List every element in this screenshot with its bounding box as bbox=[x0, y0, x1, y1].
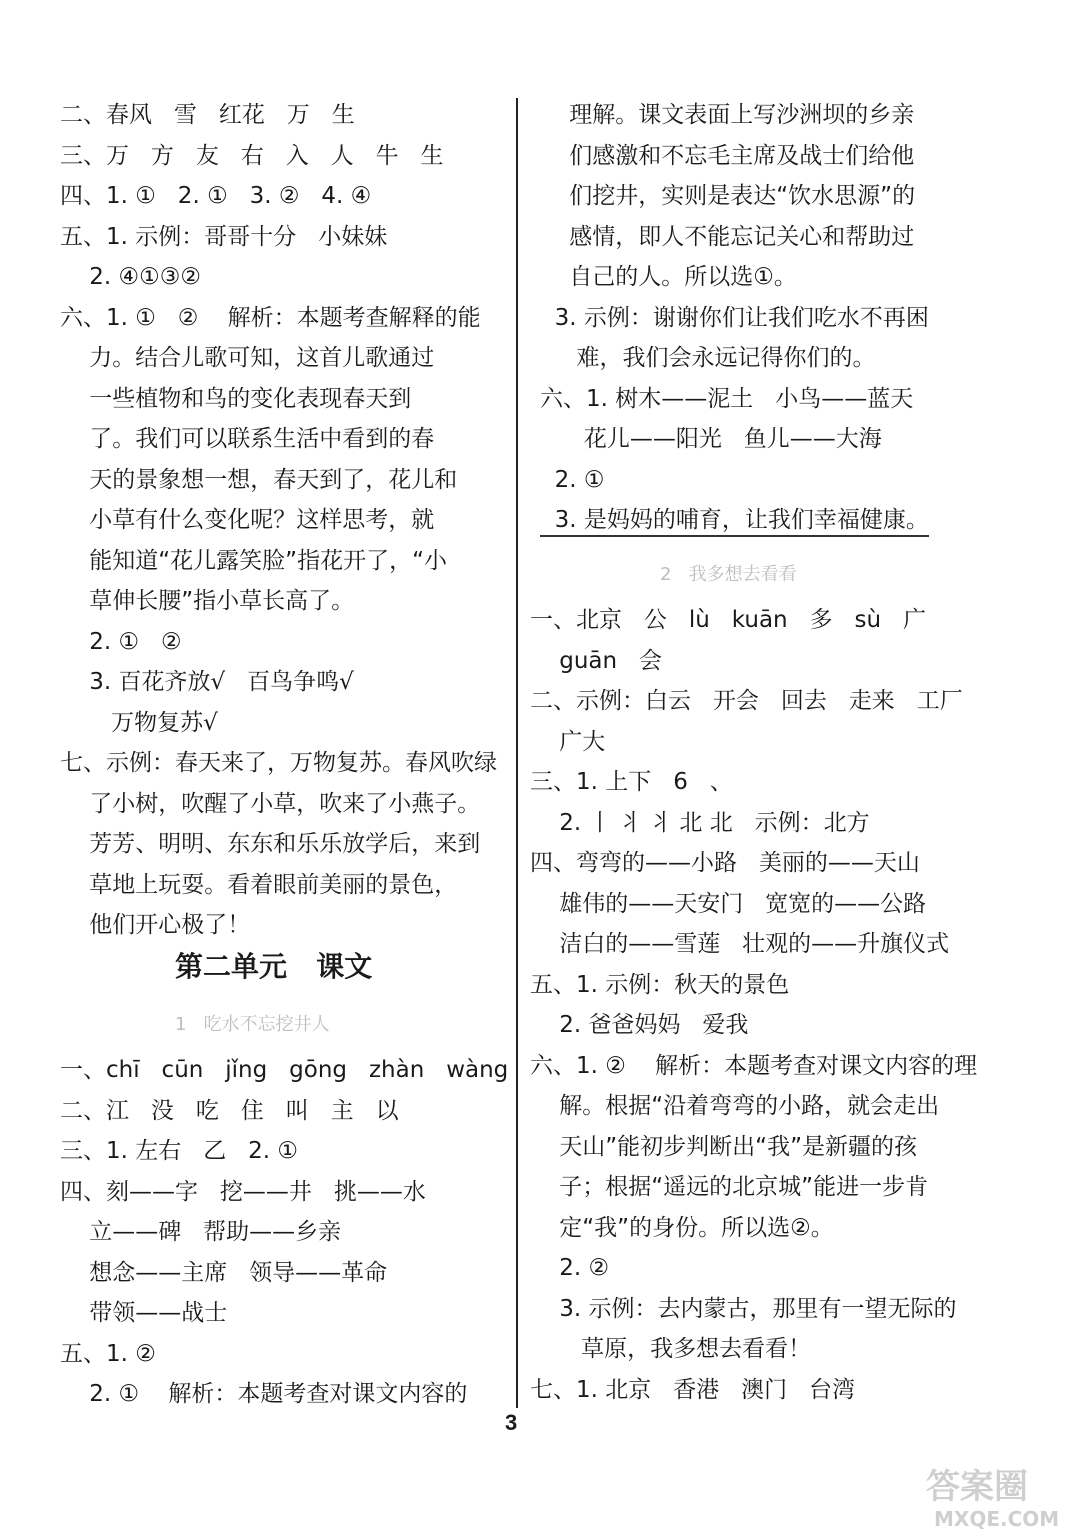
answer-line: 五、1. 示例：哥哥十分 小妹妹 bbox=[60, 223, 388, 250]
answer-line: 自己的人。所以选①。 bbox=[540, 264, 797, 290]
answer-line: 了小树，吹醒了小草，吹来了小燕子。 bbox=[60, 790, 481, 817]
answer-line: 三、1. 上下 6 、 bbox=[530, 769, 733, 795]
answer-line: 感情，即人不能忘记关心和帮助过 bbox=[540, 223, 915, 250]
answer-line: 2. ② bbox=[530, 1255, 610, 1281]
answer-line: 3. 是妈妈的哺育，让我们幸福健康。 bbox=[540, 505, 929, 537]
answer-line: 们感激和不忘毛主席及战士们给他 bbox=[540, 142, 915, 169]
answer-line: 带领——战士 bbox=[60, 1300, 228, 1326]
answer-line: 花儿——阳光 鱼儿——大海 bbox=[540, 426, 882, 452]
answer-line: 了。我们可以联系生活中看到的春 bbox=[60, 426, 435, 452]
watermark-logo bbox=[920, 1462, 1060, 1530]
lesson-title: 2 我多想去看看 bbox=[660, 564, 797, 585]
answer-line: 四、1. ① 2. ① 3. ② 4. ④ bbox=[60, 183, 372, 209]
answer-line: 芳芳、明明、东东和乐乐放学后，来到 bbox=[60, 831, 481, 857]
answer-line: 子；根据“遥远的北京城”能进一步肯 bbox=[530, 1174, 929, 1200]
answer-line: 七、示例：春天来了，万物复苏。春风吹绿 bbox=[60, 750, 497, 776]
answer-line: 理解。课文表面上写沙洲坝的乡亲 bbox=[540, 102, 915, 128]
answer-line: 一、chī cūn jǐng gōng zhàn wàng bbox=[60, 1057, 509, 1083]
answer-line: 三、1. 左右 乙 2. ① bbox=[60, 1138, 298, 1164]
answer-line: 二、春风 雪 红花 万 生 bbox=[60, 102, 355, 128]
answer-line: 2. ① 解析：本题考查对课文内容的 bbox=[60, 1381, 468, 1407]
answer-line: 2. 丨 丬 丬 北 北 示例：北方 bbox=[530, 809, 870, 836]
answer-line: 立——碑 帮助——乡亲 bbox=[60, 1219, 342, 1245]
answer-line: 2. ① ② bbox=[60, 628, 182, 655]
answer-line: 定“我”的身份。所以选②。 bbox=[530, 1214, 834, 1241]
unit-heading: 第二单元 课文 bbox=[175, 950, 373, 983]
answer-line: 2. ① bbox=[540, 466, 605, 493]
answer-line: 解。根据“沿着弯弯的小路，就会走出 bbox=[530, 1093, 940, 1119]
answer-line: 五、1. ② bbox=[60, 1340, 156, 1367]
answer-line: 们挖井，实则是表达“饮水思源”的 bbox=[540, 183, 916, 209]
answer-line: 七、1. 北京 香港 澳门 台湾 bbox=[530, 1376, 856, 1403]
answer-line: 他们开心极了！ bbox=[60, 912, 251, 938]
answer-line: 六、1. 树木——泥土 小鸟——蓝天 bbox=[540, 385, 914, 412]
lesson-title: 1 吃水不忘挖井人 bbox=[175, 1014, 330, 1035]
answer-line: 四、弯弯的——小路 美丽的——天山 bbox=[530, 850, 920, 876]
page-number: 3 bbox=[505, 1410, 518, 1435]
answer-line: 3. 百花齐放√ 百鸟争鸣√ bbox=[60, 669, 354, 695]
answer-line: 草伸长腰”指小草长高了。 bbox=[60, 588, 355, 614]
answer-line: 五、1. 示例：秋天的景色 bbox=[530, 971, 790, 998]
answer-line: 雄伟的——天安门 宽宽的——公路 bbox=[530, 890, 927, 917]
answer-line: 广大 bbox=[530, 728, 606, 755]
answer-line: 一些植物和鸟的变化表现春天到 bbox=[60, 385, 412, 412]
answer-line: 二、江 没 吃 住 叫 主 以 bbox=[60, 1097, 399, 1124]
answer-line: 万物复苏√ bbox=[60, 709, 218, 736]
answer-line: 洁白的——雪莲 壮观的——升旗仪式 bbox=[530, 931, 950, 957]
answer-line: 2. 爸爸妈妈 爱我 bbox=[530, 1012, 749, 1038]
answer-line: 天山”能初步判断出“我”是新疆的孩 bbox=[530, 1133, 917, 1160]
watermark-url: MXQE.COM bbox=[934, 1507, 1060, 1530]
answer-line: 力。结合儿歌可知，这首儿歌通过 bbox=[60, 345, 435, 371]
answer-line: 天的景象想一想，春天到了，花儿和 bbox=[60, 466, 458, 493]
answer-line: 六、1. ② 解析：本题考查对课文内容的理 bbox=[530, 1052, 978, 1079]
answer-line: 三、万 方 友 右 入 人 牛 生 bbox=[60, 142, 444, 169]
answer-line: 草地上玩耍。看着眼前美丽的景色， bbox=[60, 871, 458, 898]
answer-line: 四、刻——字 挖——井 挑——水 bbox=[60, 1178, 426, 1205]
answer-line: 想念——主席 领导——革命 bbox=[60, 1259, 388, 1286]
answer-line: 六、1. ① ② 解析：本题考查解释的能 bbox=[60, 304, 481, 331]
answer-line: 2. ④①③② bbox=[60, 264, 201, 290]
answer-line: 二、示例：白云 开会 回去 走来 工厂 bbox=[530, 688, 963, 714]
answer-line: 草原，我多想去看看！ bbox=[530, 1336, 812, 1362]
answer-line: 难，我们会永远记得你们的。 bbox=[540, 345, 876, 371]
answer-line: 3. 示例：谢谢你们让我们吃水不再困 bbox=[540, 304, 929, 331]
column-divider bbox=[516, 98, 518, 1408]
answer-line: 能知道“花儿露笑脸”指花开了，“小 bbox=[60, 547, 447, 574]
watermark-text: 答案圈 bbox=[926, 1467, 1028, 1507]
answer-line: guān 会 bbox=[530, 647, 663, 674]
answer-line: 一、北京 公 lù kuān 多 sù 广 bbox=[530, 607, 926, 633]
answer-line: 3. 示例：去内蒙古，那里有一望无际的 bbox=[530, 1295, 957, 1322]
answer-line: 小草有什么变化呢？这样思考，就 bbox=[60, 507, 435, 533]
